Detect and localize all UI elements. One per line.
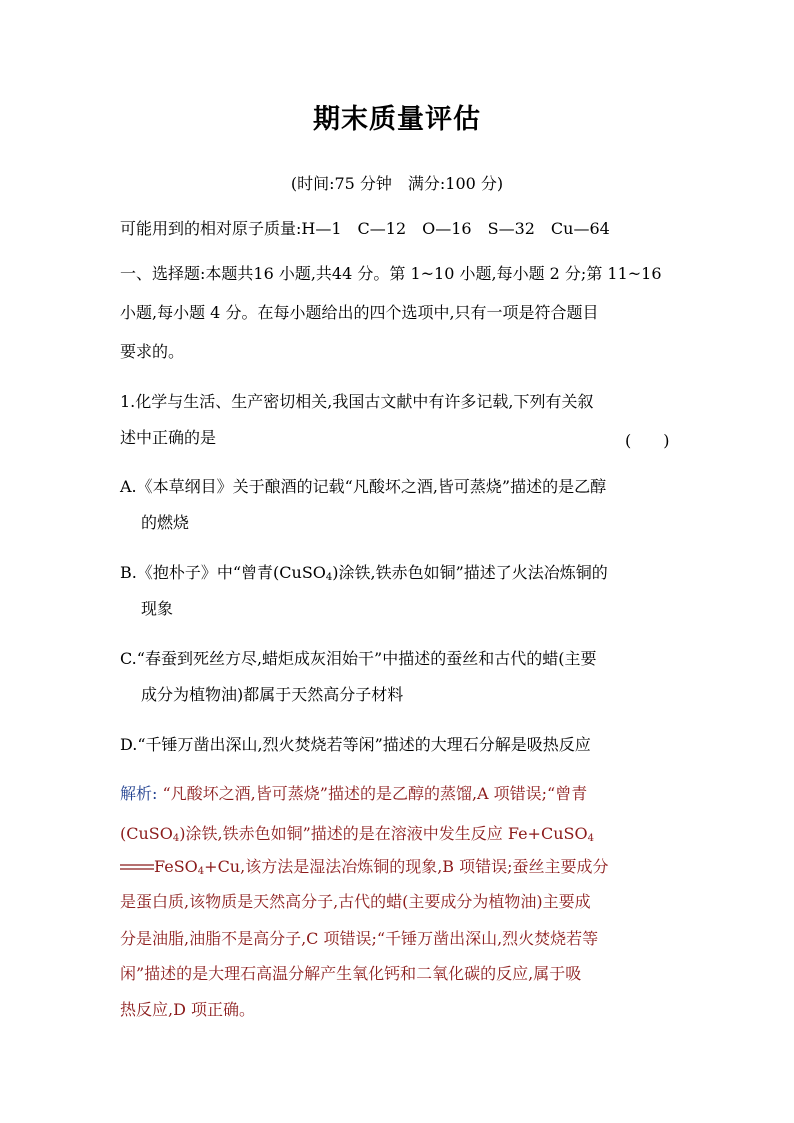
solution-label: 解析: [120, 784, 158, 803]
solution-line-3 [120, 857, 680, 877]
section-instructions-line-2: 小题,每小题 4 分。在每小题给出的四个选项中,只有一项是符合题目 [120, 303, 599, 322]
option-a-line-1: A.《本草纲目》关于酿酒的记载“凡酸坏之酒,皆可蒸烧”描述的是乙醇 [120, 477, 607, 496]
solution-text: FeSO [154, 857, 198, 876]
solution-line-7: 热反应,D 项正确。 [120, 1000, 256, 1019]
option-d-line-1: D.“千锤万凿出深山,烈火焚烧若等闲”描述的大理石分解是吸热反应 [120, 735, 591, 754]
solution-text: )涂铁,铁赤色如铜”描述的是在溶液中发生反应 Fe+CuSO [179, 824, 588, 843]
solution-text: +Cu,该方法是湿法冶炼铜的现象,B 项错误;蚕丝主要成分 [204, 857, 609, 876]
subscript: 4 [197, 866, 205, 877]
section-instructions-line-1: 一、选择题:本题共16 小题,共44 分。第 1~10 小题,每小题 2 分;第 11~16 [120, 264, 662, 283]
solution-line-2 [120, 824, 680, 844]
page-title: 期末质量评估 [313, 104, 481, 135]
option-b-line-2: 现象 [141, 599, 174, 618]
question-1-stem-line-1: 1.化学与生活、生产密切相关,我国古文献中有许多记载,下列有关叙 [120, 392, 594, 411]
reaction-equals-sign [120, 863, 154, 871]
subscript: 4 [325, 572, 333, 583]
atomic-masses: 可能用到的相对原子质量:H—1 C—12 O—16 S—32 Cu—64 [120, 219, 610, 238]
subscript: 4 [172, 833, 180, 844]
option-c-line-2: 成分为植物油)都属于天然高分子材料 [141, 685, 404, 704]
solution-line-5: 分是油脂,油脂不是高分子,C 项错误;“千锤万凿出深山,烈火焚烧若等 [120, 929, 599, 948]
subscript: 4 [587, 833, 594, 844]
question-1-stem-line-2: 述中正确的是 [120, 428, 217, 447]
answer-blank: ( ) [625, 431, 670, 450]
solution-line-4: 是蛋白质,该物质是天然高分子,古代的蜡(主要成分为植物油)主要成 [120, 892, 591, 911]
option-b-line-1 [120, 563, 680, 583]
option-c-line-1: C.“春蚕到死丝方尽,蜡炬成灰泪始干”中描述的蚕丝和古代的蜡(主要 [120, 649, 597, 668]
solution-text: “凡酸坏之酒,皆可蒸烧”描述的是乙醇的蒸馏,A 项错误;“曾青 [157, 784, 588, 803]
exam-time-and-score: (时间:75 分钟 满分:100 分) [290, 174, 504, 193]
section-instructions-line-3: 要求的。 [120, 342, 185, 361]
solution-text: (CuSO [120, 824, 173, 843]
option-b-text-cont: )涂铁,铁赤色如铜”描述了火法冶炼铜的 [332, 563, 608, 582]
option-a-line-2: 的燃烧 [141, 513, 190, 532]
solution-line-1 [120, 784, 680, 804]
option-b-text: B.《抱朴子》中“曾青(CuSO [120, 563, 326, 582]
solution-line-6: 闲”描述的是大理石高温分解产生氧化钙和二氧化碳的反应,属于吸 [120, 964, 582, 983]
